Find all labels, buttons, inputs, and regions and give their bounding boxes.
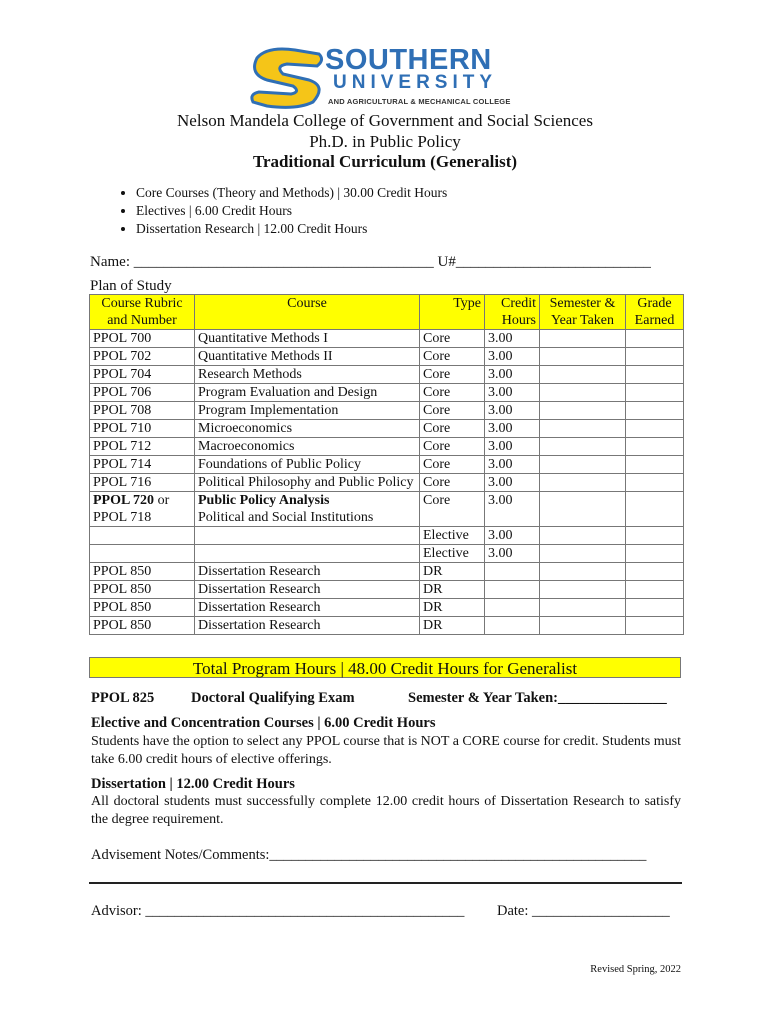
course-cell (195, 492, 420, 527)
plan-of-study-table (89, 294, 684, 635)
course-cell[interactable] (195, 545, 420, 563)
semester-cell[interactable] (540, 545, 626, 563)
table-row (90, 474, 684, 492)
type-cell: Core (420, 474, 485, 492)
table-row (90, 527, 684, 545)
table-row (90, 563, 684, 581)
rubric-or: or (154, 493, 170, 508)
course-primary: Public Policy Analysis (198, 493, 330, 508)
bullet-dissertation: • Dissertation Research | 12.00 Credit Hours (136, 220, 447, 238)
header-rubric: Course Rubric and Number (90, 295, 195, 330)
semester-cell[interactable] (540, 366, 626, 384)
table-row (90, 420, 684, 438)
su-logo-mark (252, 49, 322, 107)
credit-cell: 3.00 (485, 438, 540, 456)
course-cell: Foundations of Public Policy (195, 456, 420, 474)
grade-cell[interactable] (626, 384, 684, 402)
logo-southern: SOUTHERN (325, 44, 492, 76)
grade-cell[interactable] (626, 348, 684, 366)
credit-cell: 3.00 (485, 348, 540, 366)
table-row (90, 384, 684, 402)
credit-cell[interactable] (485, 563, 540, 581)
course-cell: Political Philosophy and Public Policy (195, 474, 420, 492)
course-cell: Dissertation Research (195, 617, 420, 635)
type-cell: Elective (420, 545, 485, 563)
type-cell: Core (420, 456, 485, 474)
semester-cell[interactable] (540, 420, 626, 438)
rubric-cell: PPOL 704 (90, 366, 195, 384)
grade-cell[interactable] (626, 402, 684, 420)
electives-title: Elective and Concentration Courses | 6.00 Credit Hours (91, 715, 436, 731)
grade-cell[interactable] (626, 420, 684, 438)
rubric-cell (90, 492, 195, 527)
table-row (90, 366, 684, 384)
course-cell: Dissertation Research (195, 581, 420, 599)
table-row (90, 617, 684, 635)
rubric-cell: PPOL 850 (90, 599, 195, 617)
type-cell: Core (420, 492, 485, 527)
advisement-notes-field[interactable]: Advisement Notes/Comments:____________________________________________________ (91, 847, 647, 863)
course-cell: Microeconomics (195, 420, 420, 438)
credit-cell[interactable] (485, 617, 540, 635)
type-cell: DR (420, 563, 485, 581)
type-cell: Core (420, 438, 485, 456)
rubric-alt: PPOL 718 (93, 510, 152, 525)
type-cell: Core (420, 384, 485, 402)
grade-cell[interactable] (626, 438, 684, 456)
course-cell: Research Methods (195, 366, 420, 384)
advisor-field[interactable]: Advisor: ____________________________________________ (91, 903, 465, 919)
rubric-primary: PPOL 720 (93, 493, 155, 508)
curriculum-title: Traditional Curriculum (Generalist) (252, 152, 518, 171)
table-row (90, 492, 684, 527)
grade-cell[interactable] (626, 456, 684, 474)
plan-of-study-title: Plan of Study (90, 278, 172, 294)
table-row (90, 348, 684, 366)
table-row (90, 402, 684, 420)
semester-cell[interactable] (540, 474, 626, 492)
semester-cell[interactable] (540, 527, 626, 545)
semester-cell[interactable] (540, 617, 626, 635)
credit-cell: 3.00 (485, 330, 540, 348)
rubric-cell: PPOL 708 (90, 402, 195, 420)
college-title: Nelson Mandela College of Government and Social Sciences (177, 111, 593, 130)
table-row (90, 456, 684, 474)
course-cell: Program Implementation (195, 402, 420, 420)
grade-cell[interactable] (626, 617, 684, 635)
divider-line (89, 882, 682, 884)
credit-cell: 3.00 (485, 492, 540, 527)
type-cell: DR (420, 599, 485, 617)
table-row (90, 599, 684, 617)
program-title: Ph.D. in Public Policy (309, 132, 461, 151)
header-credit: Credit Hours (485, 295, 540, 330)
credit-cell: 3.00 (485, 474, 540, 492)
rubric-cell[interactable] (90, 527, 195, 545)
grade-cell[interactable] (626, 330, 684, 348)
semester-cell[interactable] (540, 438, 626, 456)
grade-cell[interactable] (626, 599, 684, 617)
table-row (90, 545, 684, 563)
credit-cell: 3.00 (485, 402, 540, 420)
exam-code: PPOL 825 (91, 690, 155, 706)
course-cell: Quantitative Methods II (195, 348, 420, 366)
semester-cell[interactable] (540, 384, 626, 402)
credit-cell: 3.00 (485, 456, 540, 474)
course-cell[interactable] (195, 527, 420, 545)
rubric-cell: PPOL 706 (90, 384, 195, 402)
name-id-field[interactable]: Name: ________________________________________ U#__________________________ (90, 254, 651, 270)
logo-college: AND AGRICULTURAL & MECHANICAL COLLEGE (328, 97, 511, 106)
credit-summary-list (116, 184, 447, 238)
rubric-cell: PPOL 702 (90, 348, 195, 366)
table-row (90, 581, 684, 599)
rubric-cell: PPOL 850 (90, 581, 195, 599)
grade-cell[interactable] (626, 492, 684, 527)
course-cell: Program Evaluation and Design (195, 384, 420, 402)
semester-cell[interactable] (540, 599, 626, 617)
credit-cell: 3.00 (485, 420, 540, 438)
table-row (90, 438, 684, 456)
logo-university: UNIVERSITY (333, 72, 498, 93)
table-row (90, 330, 684, 348)
course-alt: Political and Social Institutions (198, 510, 374, 525)
rubric-cell: PPOL 850 (90, 617, 195, 635)
grade-cell[interactable] (626, 366, 684, 384)
rubric-cell[interactable] (90, 545, 195, 563)
electives-text: Students have the option to select any PPOL course that is NOT a CORE course for credit. Students must take 6.00 credit hours of elective offerings. (91, 734, 681, 767)
semester-cell[interactable] (540, 581, 626, 599)
rubric-cell: PPOL 716 (90, 474, 195, 492)
exam-semester-field[interactable]: Semester & Year Taken:_______________ (408, 690, 667, 706)
type-cell: Core (420, 330, 485, 348)
course-cell: Macroeconomics (195, 438, 420, 456)
type-cell: Core (420, 420, 485, 438)
grade-cell[interactable] (626, 581, 684, 599)
course-cell: Dissertation Research (195, 563, 420, 581)
dissertation-text: All doctoral students must successfully complete 12.00 credit hours of Dissertation Research to satisfy the degree requirement. (91, 794, 681, 827)
total-program-hours: Total Program Hours | 48.00 Credit Hours for Generalist (89, 657, 681, 678)
table-header-row (90, 295, 684, 330)
rubric-cell: PPOL 710 (90, 420, 195, 438)
course-cell: Quantitative Methods I (195, 330, 420, 348)
type-cell: Core (420, 366, 485, 384)
credit-cell: 3.00 (485, 366, 540, 384)
exam-name: Doctoral Qualifying Exam (191, 690, 355, 706)
header-course: Course (195, 295, 420, 330)
type-cell: Core (420, 402, 485, 420)
rubric-cell: PPOL 714 (90, 456, 195, 474)
bullet-electives: • Electives | 6.00 Credit Hours (136, 202, 447, 220)
credit-cell: 3.00 (485, 527, 540, 545)
semester-cell[interactable] (540, 330, 626, 348)
semester-cell[interactable] (540, 492, 626, 527)
type-cell: Core (420, 348, 485, 366)
bullet-core: • Core Courses (Theory and Methods) | 30.00 Credit Hours (136, 184, 447, 202)
header-type: Type (420, 295, 485, 330)
credit-cell[interactable] (485, 581, 540, 599)
date-field[interactable]: Date: ___________________ (497, 903, 670, 919)
grade-cell[interactable] (626, 474, 684, 492)
rubric-cell: PPOL 712 (90, 438, 195, 456)
dissertation-title: Dissertation | 12.00 Credit Hours (91, 776, 295, 792)
semester-cell[interactable] (540, 402, 626, 420)
semester-cell[interactable] (540, 456, 626, 474)
credit-cell: 3.00 (485, 545, 540, 563)
type-cell: DR (420, 617, 485, 635)
course-cell: Dissertation Research (195, 599, 420, 617)
type-cell: DR (420, 581, 485, 599)
rubric-cell: PPOL 700 (90, 330, 195, 348)
credit-cell: 3.00 (485, 384, 540, 402)
revised-date: Revised Spring, 2022 (590, 964, 681, 975)
table-body (90, 330, 684, 635)
grade-cell[interactable] (626, 563, 684, 581)
rubric-cell: PPOL 850 (90, 563, 195, 581)
grade-cell[interactable] (626, 527, 684, 545)
credit-cell[interactable] (485, 599, 540, 617)
grade-cell[interactable] (626, 545, 684, 563)
type-cell: Elective (420, 527, 485, 545)
semester-cell[interactable] (540, 563, 626, 581)
header-semester: Semester & Year Taken (540, 295, 626, 330)
semester-cell[interactable] (540, 348, 626, 366)
header-grade: Grade Earned (626, 295, 684, 330)
